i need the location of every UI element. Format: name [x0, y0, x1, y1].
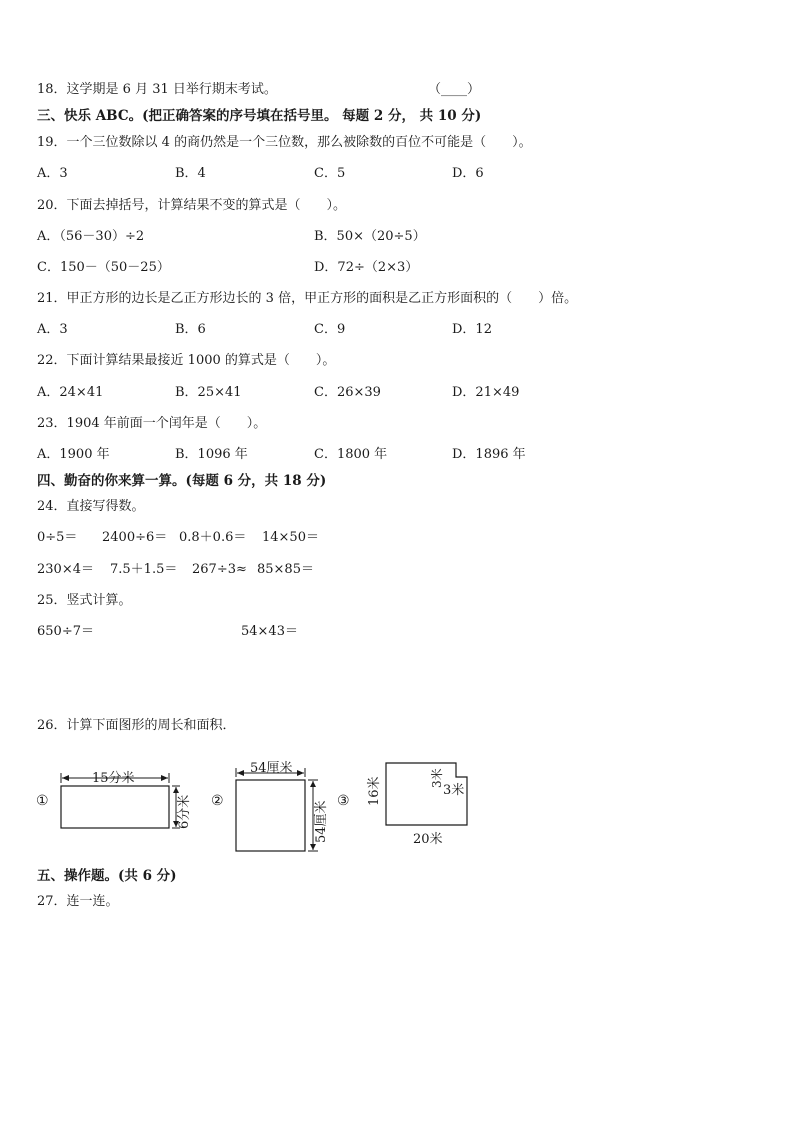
calc-item: 650÷7＝ [37, 624, 94, 639]
option-a: A．（56－30）÷2 [37, 229, 145, 244]
option-a: A．1900 年 [37, 447, 110, 462]
option-d: D．12 [452, 322, 492, 337]
question-24: 24．直接写得数。 [37, 499, 145, 514]
option-c: C．1800 年 [314, 447, 388, 462]
height-label: 54厘米 [314, 800, 329, 843]
calc-item: 230×4＝ [37, 562, 94, 577]
calc-item: 2400÷6＝ [102, 530, 168, 545]
width-label: 54厘米 [250, 761, 293, 776]
option-d: D．21×49 [452, 385, 520, 400]
notch-horizontal-label: 3米 [443, 783, 465, 798]
section-4-heading: 四、勤奋的你来算一算。(每题 6 分，共 18 分) [37, 473, 327, 489]
question-21: 21．甲正方形的边长是乙正方形边长的 3 倍，甲正方形的面积是乙正方形面积的（ ）倍。 [37, 291, 578, 306]
option-d: D．72÷（2×3） [314, 260, 419, 275]
calc-item: 267÷3≈ [192, 562, 247, 577]
calc-item: 7.5＋1.5＝ [110, 562, 178, 577]
option-c: C．5 [314, 166, 346, 181]
section-3-heading: 三、快乐 ABC。(把正确答案的序号填在括号里。 每题 2 分， 共 10 分) [37, 108, 482, 124]
option-d: D．1896 年 [452, 447, 526, 462]
bottom-side-label: 20米 [413, 832, 443, 847]
square-shape [236, 780, 305, 851]
height-label: 6分米 [177, 794, 192, 829]
calc-item: 14×50＝ [262, 530, 319, 545]
calc-item: 0÷5＝ [37, 530, 78, 545]
option-d: D．6 [452, 166, 484, 181]
left-side-label: 16米 [367, 776, 382, 806]
option-b: B．1096 年 [175, 447, 248, 462]
question-20: 20．下面去掉括号，计算结果不变的算式是（ ）。 [37, 198, 347, 213]
rectangle-shape [61, 786, 169, 828]
option-c: C．9 [314, 322, 346, 337]
option-b: B．50×（20÷5） [314, 229, 426, 244]
option-a: A．3 [37, 322, 68, 337]
option-b: B．6 [175, 322, 206, 337]
question-22: 22．下面计算结果最接近 1000 的算式是（ ）。 [37, 353, 336, 368]
question-18: 18．这学期是 6 月 31 日举行期末考试。 [37, 82, 277, 97]
figure-1-marker: ① [36, 793, 49, 809]
question-26: 26．计算下面图形的周长和面积． [37, 718, 236, 733]
question-25: 25．竖式计算。 [37, 593, 132, 608]
notch-vertical-label: 3米 [430, 768, 444, 788]
option-b: B．25×41 [175, 385, 242, 400]
figures-diagram [0, 746, 793, 866]
figure-2-marker: ② [211, 793, 224, 809]
figure-3-marker: ③ [337, 793, 350, 809]
option-a: A．24×41 [37, 385, 104, 400]
width-label: 15分米 [92, 771, 135, 786]
question-23: 23．1904 年前面一个闰年是（ ）。 [37, 416, 267, 431]
calc-item: 54×43＝ [241, 624, 298, 639]
answer-blank[interactable]: （____） [428, 82, 481, 97]
question-19: 19．一个三位数除以 4 的商仍然是一个三位数，那么被除数的百位不可能是（ ）。 [37, 135, 532, 150]
option-b: B．4 [175, 166, 206, 181]
calc-item: 0.8＋0.6＝ [179, 530, 247, 545]
calc-item: 85×85＝ [257, 562, 314, 577]
option-c: C．26×39 [314, 385, 381, 400]
option-c: C．150－（50－25） [37, 260, 170, 275]
section-5-heading: 五、操作题。(共 6 分) [37, 868, 177, 884]
question-27: 27．连一连。 [37, 894, 119, 909]
option-a: A．3 [37, 166, 68, 181]
